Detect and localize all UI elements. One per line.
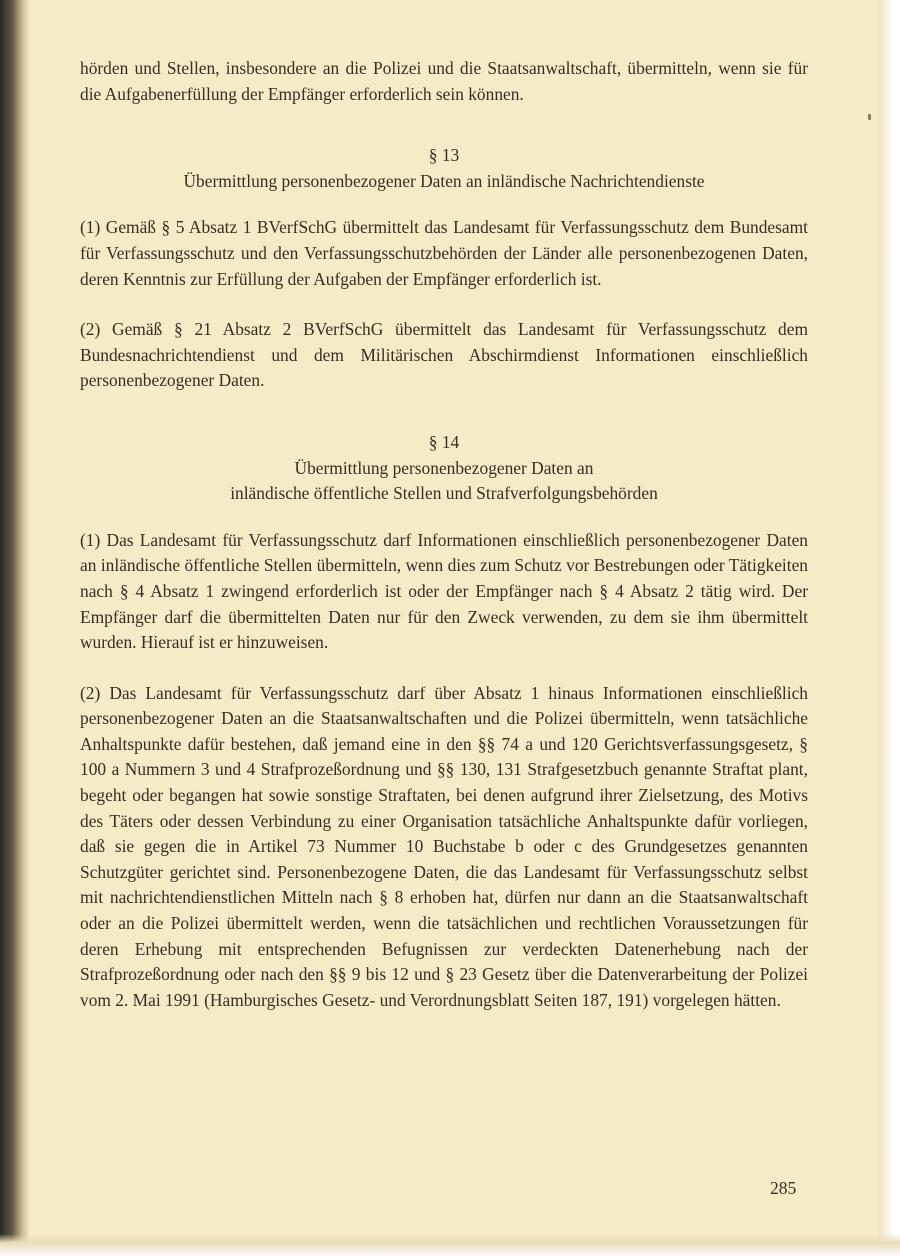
section-14 (80, 430, 808, 1013)
section-13-number: § 13 (428, 145, 460, 166)
section-14-title-line-2: inländische öffentliche Stellen und Strafverfolgungsbehörden (230, 483, 658, 504)
page-bottom-edge (0, 1234, 900, 1256)
page-text (80, 56, 808, 1013)
section-14-title-line-1: Übermittlung personenbezogener Daten an (294, 457, 594, 478)
section-14-number: § 14 (428, 431, 460, 452)
book-spine-shadow (0, 0, 30, 1256)
section-13 (80, 143, 808, 394)
section-13-paragraph-2: (2) Gemäß § 21 Absatz 2 BVerfSchG übermittelt das Landesamt für Verfassungsschutz dem Bundesnachrichtendienst und dem Militärischen Abschirmdienst Informationen einschließlich personenbezogener Daten. (80, 319, 808, 391)
section-13-title: Übermittlung personenbezogener Daten an inländische Nachrichtendienste (183, 170, 705, 191)
intro-paragraph: hörden und Stellen, insbesondere an die Polizei und die Staatsanwaltschaft, übermitteln, wenn sie für die Aufgabenerfüllung der Empfänger erforderlich sein können. (80, 58, 808, 104)
section-14-paragraph-2: (2) Das Landesamt für Verfassungsschutz darf über Absatz 1 hinaus Informationen einschließlich personenbezogener Daten an die Staatsanwaltschaften und die Polizei übermitteln, wenn tatsächliche Anhaltspunkte dafür bestehen, daß jemand eine in den §§ 74 a und 120 Gerichtsverfassungsgesetz, § 100 a Nummern 3 und 4 Strafprozeßordnung und §§ 130, 131 Strafgesetzbuch genannte Straftat plant, begeht oder begangen hat sowie sonstige Straftaten, bei denen aufgrund ihrer Zielsetzung, des Motivs des Täters oder dessen Verbindung zu einer Organisation tatsächliche Anhaltspunkte dafür vorliegen, daß sie gegen die in Artikel 73 Nummer 10 Buchstabe b oder c des Grundgesetzes genannten Schutzgüter gerichtet sind. Personenbezogene Daten, die das Landesamt für Verfassungsschutz selbst mit nachrichtendienstlichen Mitteln nach § 8 erhoben hat, dürfen nur dann an die Staatsanwaltschaft oder an die Polizei übermittelt werden, wenn die tatsächlichen und rechtlichen Voraussetzungen für deren Erhebung mit entsprechenden Befugnissen zur verdeckten Datenerhebung nach der Strafprozeßordnung oder nach den §§ 9 bis 12 und § 23 Gesetz über die Datenverarbeitung der Polizei vom 2. Mai 1991 (Hamburgisches Gesetz- und Verordnungsblatt Seiten 187, 191) vorgelegen hätten. (80, 682, 808, 1010)
section-14-paragraph-1: (1) Das Landesamt für Verfassungsschutz darf Informationen einschließlich personenbezogener Daten an inländische öffentliche Stellen übermitteln, wenn dies zum Schutz vor Bestrebungen oder Tätigkeiten nach § 4 Absatz 1 zwingend erforderlich ist oder der Empfänger nach § 4 Absatz 2 tätig wird. Der Empfänger darf die übermittelten Daten nur für den Zweck verwenden, zu dem sie ihm übermittelt wurden. Hierauf ist er hinzuweisen. (80, 529, 808, 653)
ink-speck (868, 114, 871, 120)
page-right-edge (878, 0, 900, 1256)
page-number: 285 (770, 1178, 797, 1198)
section-13-paragraph-1: (1) Gemäß § 5 Absatz 1 BVerfSchG übermittelt das Landesamt für Verfassungsschutz dem Bundesamt für Verfassungsschutz und den Verfassungsschutzbehörden der Länder alle personenbezogenen Daten, deren Kenntnis zur Erfüllung der Aufgaben der Empfänger erforderlich ist. (80, 217, 808, 289)
